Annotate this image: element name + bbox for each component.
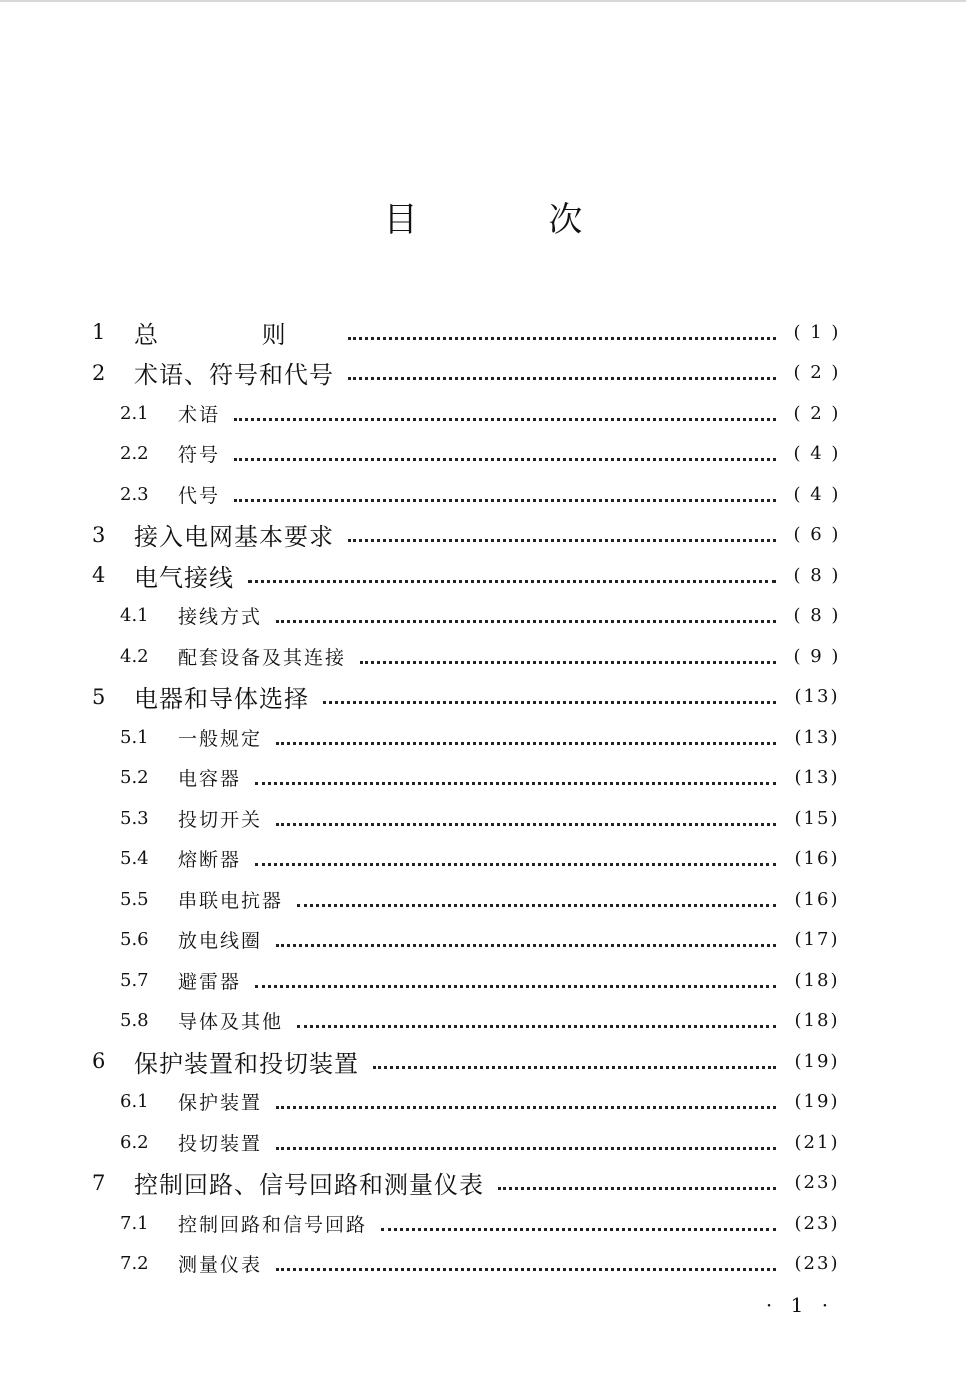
- toc-entry-label: 测量仪表: [178, 1254, 263, 1277]
- toc-leader-dots: [360, 649, 776, 664]
- toc-entry[interactable]: [0, 1001, 966, 1042]
- toc-entry-page: (13): [794, 686, 840, 708]
- toc-entry[interactable]: [0, 555, 966, 596]
- toc-entry-label: 导体及其他: [178, 1011, 284, 1034]
- toc-entry[interactable]: [0, 839, 966, 880]
- toc-entry-number: 5.7: [120, 969, 149, 991]
- toc-leader-dots: [234, 487, 776, 502]
- toc-entry-label: 电气接线: [134, 563, 234, 592]
- toc-entry[interactable]: [0, 353, 966, 394]
- toc-entry-page: ( 6 ): [793, 524, 841, 546]
- toc-entry-number: 5.5: [120, 888, 149, 910]
- toc-entry[interactable]: [0, 758, 966, 799]
- toc-entry-number: 6.1: [120, 1091, 149, 1113]
- page-top-edge: [0, 0, 966, 2]
- toc-entry-number: 2: [92, 360, 106, 385]
- toc-entry-number: 6.2: [120, 1131, 149, 1153]
- toc-entry-page: ( 2 ): [793, 362, 841, 384]
- toc-entry-page: (19): [794, 1050, 840, 1072]
- toc-entry-page: ( 4 ): [793, 483, 841, 505]
- toc-entry-number: 2.3: [120, 483, 149, 505]
- toc-entry-label: 熔断器: [178, 849, 242, 872]
- toc-entry-page: (19): [794, 1091, 840, 1113]
- toc-entry-label: 术语: [178, 403, 221, 426]
- toc-entry-label: 接入电网基本要求: [134, 523, 334, 552]
- toc-entry-label: 控制回路、信号回路和测量仪表: [134, 1171, 484, 1200]
- toc-entry-page: (13): [794, 726, 840, 748]
- toc-entry[interactable]: [0, 1082, 966, 1123]
- toc-leader-dots: [255, 851, 776, 866]
- toc-entry[interactable]: [0, 879, 966, 920]
- toc-entry[interactable]: [0, 1122, 966, 1163]
- toc-entry-number: 5.2: [120, 767, 149, 789]
- toc-leader-dots: [498, 1175, 776, 1190]
- toc-entry-page: (23): [794, 1212, 840, 1234]
- toc-entry[interactable]: [0, 920, 966, 961]
- toc-entry[interactable]: [0, 1041, 966, 1082]
- toc-leader-dots: [348, 365, 776, 380]
- page-number: · 1 ·: [765, 1293, 835, 1317]
- toc-entry-number: 5.1: [120, 726, 149, 748]
- toc-entry-page: (17): [794, 929, 840, 951]
- toc-entry-page: ( 9 ): [793, 645, 841, 667]
- toc-entry-page: (16): [794, 848, 840, 870]
- toc-entry[interactable]: [0, 312, 966, 353]
- table-of-contents: [0, 312, 966, 1284]
- toc-entry-label: 总 则: [134, 320, 334, 349]
- toc-entry[interactable]: [0, 636, 966, 677]
- toc-entry-number: 5.3: [120, 807, 149, 829]
- toc-entry-number: 1: [92, 320, 106, 345]
- toc-entry-label: 投切装置: [178, 1132, 263, 1155]
- toc-leader-dots: [348, 527, 776, 542]
- toc-leader-dots: [348, 325, 776, 340]
- toc-entry[interactable]: [0, 596, 966, 637]
- toc-leader-dots: [276, 730, 776, 745]
- toc-entry-label: 保护装置和投切装置: [134, 1049, 359, 1078]
- page-title: 目 次: [383, 200, 643, 240]
- toc-leader-dots: [381, 1216, 776, 1231]
- toc-entry-page: (18): [794, 1010, 840, 1032]
- toc-leader-dots: [323, 689, 776, 704]
- toc-entry-number: 5.4: [120, 848, 149, 870]
- toc-entry-label: 保护装置: [178, 1092, 263, 1115]
- toc-entry-page: ( 2 ): [793, 402, 841, 424]
- toc-entry-label: 避雷器: [178, 970, 242, 993]
- toc-leader-dots: [297, 1013, 776, 1028]
- toc-entry[interactable]: [0, 393, 966, 434]
- toc-entry-page: (23): [794, 1172, 840, 1194]
- toc-entry-label: 电器和导体选择: [134, 685, 309, 714]
- toc-leader-dots: [276, 811, 776, 826]
- toc-entry-page: ( 4 ): [793, 443, 841, 465]
- toc-entry-number: 5.6: [120, 929, 149, 951]
- toc-entry-label: 符号: [178, 444, 221, 467]
- toc-entry-label: 配套设备及其连接: [178, 646, 347, 669]
- toc-entry[interactable]: [0, 1244, 966, 1285]
- toc-entry-label: 放电线圈: [178, 930, 263, 953]
- toc-entry-number: 6: [92, 1049, 106, 1074]
- toc-entry-label: 接线方式: [178, 606, 263, 629]
- toc-leader-dots: [276, 1135, 776, 1150]
- toc-leader-dots: [373, 1054, 776, 1069]
- toc-entry-label: 串联电抗器: [178, 889, 284, 912]
- toc-leader-dots: [297, 892, 776, 907]
- toc-leader-dots: [276, 608, 776, 623]
- toc-leader-dots: [234, 446, 776, 461]
- toc-entry-number: 4: [92, 563, 106, 588]
- toc-entry-number: 7.2: [120, 1253, 149, 1275]
- toc-entry-label: 术语、符号和代号: [134, 361, 334, 390]
- toc-entry-number: 5: [92, 684, 106, 709]
- toc-entry-page: (23): [794, 1253, 840, 1275]
- toc-entry-page: (21): [794, 1131, 840, 1153]
- toc-entry-label: 一般规定: [178, 727, 263, 750]
- toc-entry[interactable]: [0, 677, 966, 718]
- toc-entry[interactable]: [0, 1203, 966, 1244]
- toc-entry-page: ( 1 ): [793, 321, 841, 343]
- toc-entry-label: 控制回路和信号回路: [178, 1213, 368, 1236]
- toc-entry-page: ( 8 ): [793, 605, 841, 627]
- toc-entry-number: 7: [92, 1170, 106, 1195]
- toc-entry-page: (16): [794, 888, 840, 910]
- toc-entry-number: 4.2: [120, 645, 149, 667]
- toc-leader-dots: [234, 406, 776, 421]
- toc-entry-page: ( 8 ): [793, 564, 841, 586]
- toc-entry-number: 5.8: [120, 1010, 149, 1032]
- toc-entry[interactable]: [0, 474, 966, 515]
- toc-entry-number: 2.2: [120, 443, 149, 465]
- toc-leader-dots: [276, 932, 776, 947]
- toc-entry[interactable]: [0, 798, 966, 839]
- toc-entry-number: 4.1: [120, 605, 149, 627]
- toc-leader-dots: [248, 568, 776, 583]
- toc-entry[interactable]: [0, 717, 966, 758]
- toc-leader-dots: [276, 1094, 776, 1109]
- toc-entry[interactable]: [0, 434, 966, 475]
- toc-entry-number: 7.1: [120, 1212, 149, 1234]
- toc-entry-page: (13): [794, 767, 840, 789]
- toc-entry-label: 电容器: [178, 768, 242, 791]
- toc-entry-page: (18): [794, 969, 840, 991]
- toc-leader-dots: [255, 973, 776, 988]
- toc-leader-dots: [276, 1256, 776, 1271]
- toc-entry-number: 2.1: [120, 402, 149, 424]
- toc-entry-label: 代号: [178, 484, 221, 507]
- toc-entry[interactable]: [0, 960, 966, 1001]
- toc-entry[interactable]: [0, 515, 966, 556]
- toc-entry-label: 投切开关: [178, 808, 263, 831]
- toc-entry[interactable]: [0, 1163, 966, 1204]
- toc-entry-page: (15): [794, 807, 840, 829]
- toc-leader-dots: [255, 770, 776, 785]
- toc-entry-number: 3: [92, 522, 106, 547]
